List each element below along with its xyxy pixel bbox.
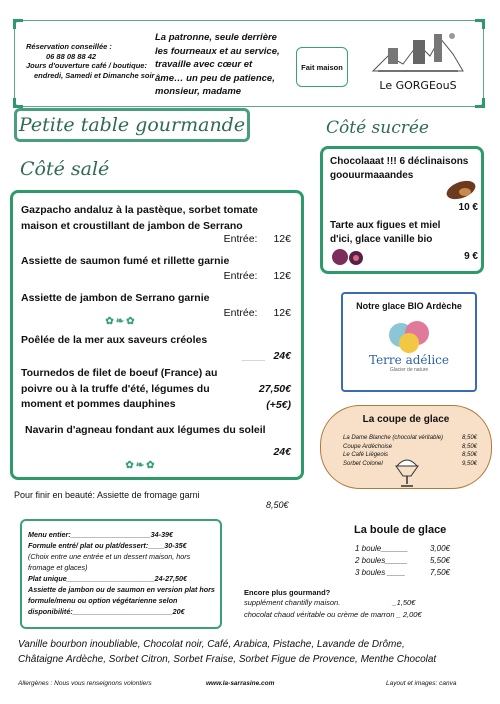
item-price: 24€ [273, 445, 291, 458]
menu-assiette: Assiette de jambon ou de saumon en version plat hors formule/menu ou option végétarienne selon disponibilité:_________________________20€ [28, 585, 215, 616]
item-price: 12€ [273, 233, 291, 245]
boule-item [355, 567, 450, 579]
petite-table-title: Petite table gourmande [18, 114, 246, 136]
coupe-item-price: 8,50€ [461, 443, 477, 450]
coupe-item-price: 8,50€ [461, 435, 477, 441]
cote-sucree-box [320, 146, 484, 274]
item-extra: (+5€) [266, 398, 291, 411]
item-label: Entrée: [223, 270, 258, 282]
cote-sucree-title: Côté sucrée [326, 118, 429, 138]
item-name: Assiette de saumon fumé et rillette garnie [21, 254, 230, 267]
badge-label: Fait maison [301, 62, 343, 72]
boule-item-label: 2 boules_____ [355, 556, 408, 565]
menu-item [21, 423, 291, 460]
boule-item-price: 7,50€ [429, 568, 450, 577]
cote-sale-box [10, 190, 304, 480]
glace-bio-box [341, 292, 477, 392]
coupe-item-name: Sorbet Colonel [343, 460, 383, 467]
coupe-item-name: Le Café Liégeois [343, 452, 389, 458]
item-name: Poêlée de la mer aux saveurs créoles [21, 334, 208, 346]
item-name: Assiette de jambon de Serrano garnie [21, 291, 210, 304]
gourmand-line1: supplément chantilly maison. _1,50€ [244, 598, 416, 607]
menu-item [21, 254, 291, 285]
menu-entier: Menu entier:____________________34-39€ [28, 530, 174, 539]
leaf-divider-icon: ✿❧✿ [105, 315, 137, 327]
boule-item-price: 5,50€ [429, 556, 450, 565]
logo-text: Le GORGEouS [379, 79, 457, 92]
footer-allergens: Allergènes : Nous vous renseignons volontiers [18, 680, 152, 687]
item-price: 27,50€ [258, 383, 291, 395]
boule-item-price: 3,00€ [429, 544, 450, 553]
boule-item [355, 543, 450, 555]
dessert-item [330, 155, 478, 215]
reservation-label: Réservation conseillée : [26, 42, 112, 51]
menu-plat: Plat unique______________________24-27,50€ [28, 574, 188, 583]
item-price: 24€ [273, 349, 291, 362]
sundae-icon [393, 454, 421, 488]
coupe-item-price: 8,50€ [461, 452, 477, 458]
menu-formule: Formule entré/ plat ou plat/dessert:____30-35€ [28, 541, 187, 550]
fig-icon [330, 247, 366, 267]
coupe-item-name: La Dame Blanche (chocolat véritable) [343, 435, 444, 441]
fait-maison-badge [296, 47, 348, 87]
contact-info [26, 42, 156, 80]
menu-item: Poêlée de la mer aux saveurs créoles ____ 24€ [21, 333, 291, 364]
brand-sub: Glacier de nature [389, 367, 429, 373]
leaf-divider-icon: ✿❧✿ [125, 460, 157, 471]
item-label: Entrée: [223, 233, 258, 245]
boule-item [355, 555, 450, 567]
coupe-title: La coupe de glace [362, 414, 450, 425]
menu-item [21, 203, 291, 248]
cocoa-icon [444, 179, 478, 201]
item-price: 12€ [273, 270, 291, 282]
item-label: Entrée: [223, 307, 258, 319]
item-name: Gazpacho andaluz à la pastèque, sorbet tomate maison et croustillant de jambon de Serrano [21, 204, 258, 232]
petite-table-title-box [14, 108, 250, 142]
boule-item-label: 3 boules ____ [355, 568, 406, 577]
dessert-name: Tarte aux figues et miel d'ici, glace vanille bio [330, 220, 441, 245]
village-logo-icon [368, 26, 468, 76]
flavors-line1: Vanille bourbon inoubliable, Chocolat noir, Café, Arabica, Pistache, Lavande de Drôme, [18, 639, 405, 650]
item-name: Navarin d'agneau fondant aux légumes du soleil [25, 424, 266, 436]
fromage-label: Pour finir en beauté: Assiette de fromage garni [14, 490, 200, 500]
item-price: 12€ [273, 307, 291, 319]
footer-website[interactable]: www.la-sarrasine.com [206, 680, 275, 687]
phone-number: 06 88 08 88 42 [46, 51, 97, 61]
dessert-name: Chocolaaat !!! 6 déclinaisons goouurmaaandes [330, 156, 469, 181]
logo [368, 26, 468, 96]
coupe-item [343, 443, 477, 452]
menu-box [20, 519, 222, 629]
dessert-price: 9 € [464, 251, 478, 262]
brand-name: Terre adélice [369, 353, 449, 367]
coupe-item-price: 9,50€ [461, 460, 477, 467]
item-name: Tournedos de filet de boeuf (France) au poivre ou à la truffe d'été, légumes du moment et pommes dauphines [21, 367, 218, 410]
tagline: La patronne, seule derrière les fourneaux et au service, travaille avec cœur et âme… un peu de patience, monsieur, madame [155, 32, 280, 97]
boule-title: La boule de glace [354, 524, 447, 536]
fromage-price: 8,50€ [266, 500, 289, 510]
dessert-item [330, 219, 478, 267]
boule-item-label: 1 boule______ [355, 544, 408, 553]
cote-sale-title: Côté salé [20, 158, 110, 180]
gourmand-title: Encore plus gourmand? [244, 588, 331, 597]
glace-bio-title: Notre glace BIO Ardèche [356, 301, 462, 311]
coupe-item-name: Coupe Ardéchoise [343, 443, 393, 450]
menu-item [21, 366, 291, 413]
hours-label: Jours d'ouverture café / boutique: [26, 61, 147, 70]
menu-formule-note: (Choix entre une entrée et un dessert maison, hors fromage et glaces) [28, 552, 191, 572]
dessert-price: 10 € [458, 202, 478, 213]
ice-cream-scoops-icon [379, 317, 439, 353]
coupe-glace-box [320, 405, 492, 489]
footer-credits: Layout et images: canva [386, 680, 457, 687]
flavors-line2: Châtaigne Ardèche, Sorbet Citron, Sorbet Fraise, Sorbet Figue de Provence, Menthe Chocolat [18, 654, 437, 665]
gourmand-line2: chocolat chaud véritable ou crème de marron _ 2,00€ [244, 610, 422, 619]
coupe-item [343, 434, 477, 443]
hours-value: endredi, Samedi et Dimanche soir [34, 70, 155, 80]
